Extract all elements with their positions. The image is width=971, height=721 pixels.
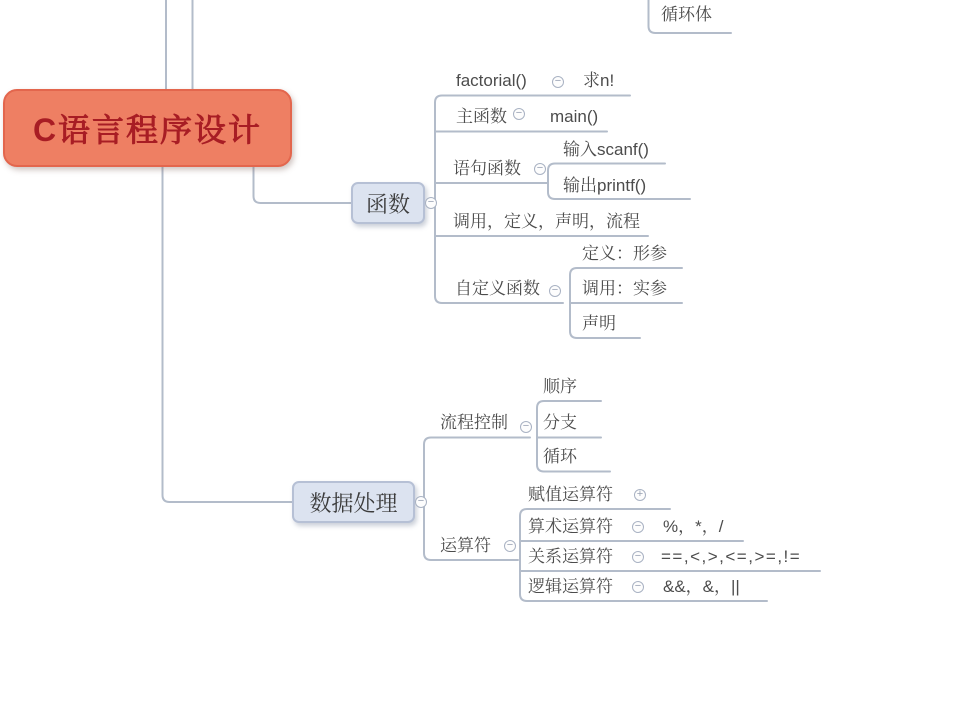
topic-main-function[interactable]: 主函数 — [456, 107, 507, 126]
central-topic-label: C语言程序设计 — [32, 112, 263, 148]
collapse-icon-statement-functions[interactable]: − — [534, 163, 546, 175]
topic-sequence[interactable]: 顺序 — [543, 377, 577, 396]
topic-logical-values[interactable]: &&，&，|| — [663, 577, 740, 596]
collapse-icon-relational-operators[interactable]: − — [632, 551, 644, 563]
topic-data-processing-label: 数据处理 — [309, 490, 398, 516]
topic-call-actual-params[interactable]: 调用：实参 — [582, 279, 667, 298]
connector-root-functions — [254, 167, 352, 203]
topic-loop[interactable]: 循环 — [543, 447, 577, 466]
connector-root-data-processing — [163, 167, 293, 502]
topic-factorial[interactable]: factorial() — [456, 71, 527, 90]
topic-functions[interactable] — [351, 182, 425, 224]
collapse-icon-flow-control[interactable]: − — [520, 421, 532, 433]
topic-relational-operators[interactable]: 关系运算符 — [528, 547, 613, 566]
collapse-icon-factorial[interactable]: − — [552, 76, 564, 88]
central-topic[interactable] — [3, 89, 292, 167]
topic-main-call[interactable]: main() — [550, 107, 599, 126]
topic-output-printf[interactable]: 输出printf() — [563, 176, 647, 195]
topic-custom-functions[interactable]: 自定义函数 — [455, 279, 540, 298]
collapse-icon-functions[interactable]: − — [425, 197, 437, 209]
topic-declare[interactable]: 声明 — [582, 314, 616, 333]
topic-operators[interactable]: 运算符 — [440, 536, 491, 555]
topic-branch[interactable]: 分支 — [543, 413, 577, 432]
topic-define-formal-params[interactable]: 定义：形参 — [582, 244, 667, 263]
topic-loop-body[interactable]: 循环体 — [661, 5, 712, 24]
topic-statement-functions[interactable]: 语句函数 — [453, 159, 521, 178]
collapse-icon-data-processing[interactable]: − — [415, 496, 427, 508]
topic-functions-label: 函数 — [365, 191, 410, 217]
topic-flow-control[interactable]: 流程控制 — [440, 413, 508, 432]
topic-arithmetic-operators[interactable]: 算术运算符 — [528, 517, 613, 536]
collapse-icon-logical-operators[interactable]: − — [632, 581, 644, 593]
topic-relational-values[interactable]: ==,<,>,<=,>=,!= — [661, 547, 802, 566]
topic-input-scanf[interactable]: 输入scanf() — [563, 140, 649, 159]
topic-result-n-factorial[interactable]: 求n! — [583, 71, 615, 90]
collapse-icon-arithmetic-operators[interactable]: − — [632, 521, 644, 533]
topic-arithmetic-values[interactable]: %，*，/ — [663, 517, 724, 536]
collapse-icon-main-function[interactable]: − — [513, 108, 525, 120]
collapse-icon-custom-functions[interactable]: − — [549, 285, 561, 297]
topic-logical-operators[interactable]: 逻辑运算符 — [528, 577, 613, 596]
topic-data-processing[interactable] — [292, 481, 415, 523]
topic-call-define-declare-flow[interactable]: 调用，定义，声明，流程 — [453, 212, 640, 231]
topic-assignment-operators[interactable]: 赋值运算符 — [528, 485, 613, 504]
expand-icon-assignment-operators[interactable]: + — [634, 489, 646, 501]
collapse-icon-operators[interactable]: − — [504, 540, 516, 552]
